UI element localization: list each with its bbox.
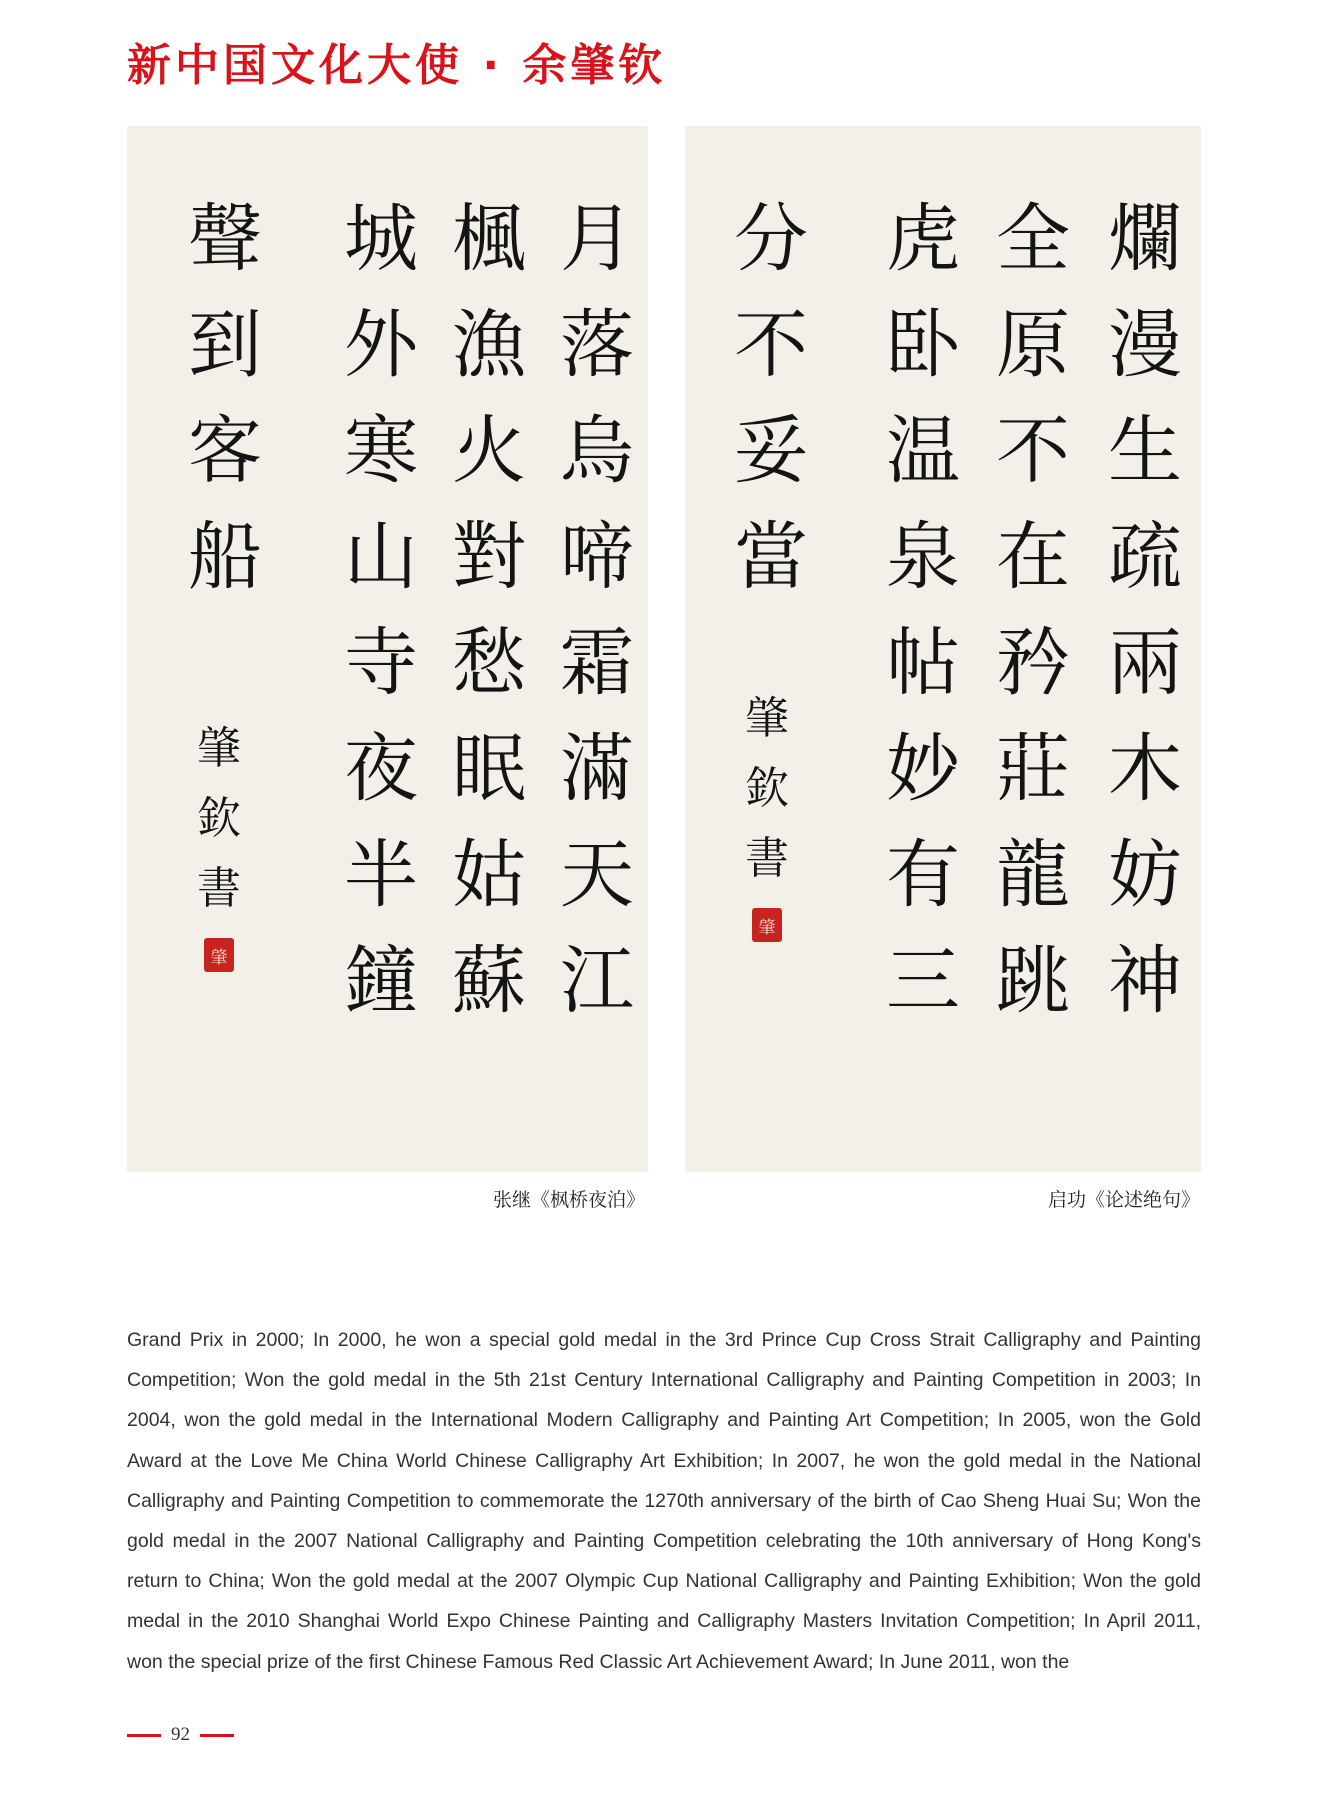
artist-signature xyxy=(745,684,789,942)
calligraphy-char: 寒 xyxy=(344,408,418,494)
calligraphy-column xyxy=(875,186,971,1034)
calligraphy-char: 霜 xyxy=(560,620,634,706)
calligraphy-char: 妨 xyxy=(1108,832,1182,918)
calligraphy-char: 客 xyxy=(188,408,262,494)
signature-char: 肇 xyxy=(745,693,789,744)
calligraphy-char: 鐘 xyxy=(344,938,418,1024)
calligraphy-char: 分 xyxy=(734,196,808,282)
calligraphy-char: 跳 xyxy=(996,938,1070,1024)
calligraphy-char: 蘇 xyxy=(452,938,526,1024)
calligraphy-char: 温 xyxy=(886,408,960,494)
calligraphy-char: 船 xyxy=(188,514,262,600)
calligraphy-char: 爛 xyxy=(1108,196,1182,282)
calligraphy-column xyxy=(177,186,273,610)
calligraphy-char: 生 xyxy=(1108,408,1182,494)
calligraphy-char: 火 xyxy=(452,408,526,494)
calligraphy-char: 天 xyxy=(560,832,634,918)
footer-rule-right xyxy=(200,1734,234,1737)
calligraphy-char: 有 xyxy=(886,832,960,918)
calligraphy-char: 三 xyxy=(886,938,960,1024)
calligraphy-column xyxy=(441,186,537,1034)
calligraphy-char: 妙 xyxy=(886,726,960,812)
page-number: 92 xyxy=(171,1724,190,1745)
calligraphy-artwork-left xyxy=(127,126,648,1172)
calligraphy-char: 姑 xyxy=(452,832,526,918)
calligraphy-column xyxy=(723,186,819,610)
signature-char: 欽 xyxy=(197,793,241,844)
calligraphy-char: 原 xyxy=(996,302,1070,388)
artwork-caption-right: 启功《论述绝句》 xyxy=(1047,1189,1200,1211)
calligraphy-char: 全 xyxy=(996,196,1070,282)
calligraphy-char: 兩 xyxy=(1108,620,1182,706)
calligraphy-char: 眠 xyxy=(452,726,526,812)
seal-char: 肇 xyxy=(210,947,228,968)
calligraphy-char: 愁 xyxy=(452,620,526,706)
calligraphy-char: 啼 xyxy=(560,514,634,600)
calligraphy-char: 虎 xyxy=(886,196,960,282)
calligraphy-char: 莊 xyxy=(996,726,1070,812)
calligraphy-char: 不 xyxy=(996,408,1070,494)
calligraphy-char: 落 xyxy=(560,302,634,388)
footer-rule-left xyxy=(127,1734,161,1737)
seal-stamp xyxy=(752,908,782,942)
calligraphy-char: 城 xyxy=(344,196,418,282)
artwork-caption-left: 张继《枫桥夜泊》 xyxy=(492,1189,645,1211)
signature-char: 肇 xyxy=(197,723,241,774)
calligraphy-char: 到 xyxy=(188,302,262,388)
calligraphy-char: 對 xyxy=(452,514,526,600)
calligraphy-char: 在 xyxy=(996,514,1070,600)
calligraphy-char: 烏 xyxy=(560,408,634,494)
calligraphy-char: 帖 xyxy=(886,620,960,706)
signature-char: 書 xyxy=(745,833,789,884)
calligraphy-char: 江 xyxy=(560,938,634,1024)
calligraphy-char: 神 xyxy=(1108,938,1182,1024)
calligraphy-char: 外 xyxy=(344,302,418,388)
calligraphy-char: 楓 xyxy=(452,196,526,282)
seal-stamp xyxy=(204,938,234,972)
calligraphy-char: 聲 xyxy=(188,196,262,282)
calligraphy-char: 半 xyxy=(344,832,418,918)
calligraphy-char: 泉 xyxy=(886,514,960,600)
calligraphy-char: 妥 xyxy=(734,408,808,494)
calligraphy-char: 漫 xyxy=(1108,302,1182,388)
calligraphy-char: 月 xyxy=(560,196,634,282)
calligraphy-char: 夜 xyxy=(344,726,418,812)
calligraphy-char: 滿 xyxy=(560,726,634,812)
page-footer xyxy=(127,1724,234,1746)
signature-char: 書 xyxy=(197,863,241,914)
calligraphy-column xyxy=(549,186,645,1034)
calligraphy-char: 疏 xyxy=(1108,514,1182,600)
calligraphy-column xyxy=(333,186,429,1034)
calligraphy-char: 卧 xyxy=(886,302,960,388)
artist-signature xyxy=(197,714,241,972)
signature-char: 欽 xyxy=(745,763,789,814)
calligraphy-char: 當 xyxy=(734,514,808,600)
calligraphy-artwork-right xyxy=(685,126,1201,1172)
calligraphy-char: 木 xyxy=(1108,726,1182,812)
calligraphy-char: 矜 xyxy=(996,620,1070,706)
calligraphy-char: 不 xyxy=(734,302,808,388)
calligraphy-char: 山 xyxy=(344,514,418,600)
calligraphy-char: 漁 xyxy=(452,302,526,388)
calligraphy-char: 寺 xyxy=(344,620,418,706)
biography-paragraph: Grand Prix in 2000; In 2000, he won a special gold medal in the 3rd Prince Cup Cross Strait Calligraphy and Painting Competition; Won the gold medal in the 5th 21st Century International Calligraphy and Painting Competition in 2003; In 2004, won the gold medal in the International Modern Calligraphy and Painting Art Competition; In 2005, won the Gold Award at the Love Me China World Chinese Calligraphy Art Exhibition; In 2007, he won the gold medal in the National Calligraphy and Painting Competition to commemorate the 1270th anniversary of the birth of Cao Sheng Huai Su; Won the gold medal in the 2007 National Calligraphy and Painting Competition celebrating the 10th anniversary of Hong Kong's return to China; Won the gold medal at the 2007 Olympic Cup National Calligraphy and Painting Exhibition; Won the gold medal in the 2010 Shanghai World Expo Chinese Painting and Calligraphy Masters Invitation Competition; In April 2011, won the special prize of the first Chinese Famous Red Classic Art Achievement Award; In June 2011, won the xyxy=(127,1329,1201,1673)
calligraphy-column xyxy=(985,186,1081,1034)
page-title: 新中国文化大使 · 余肇钦 xyxy=(127,40,667,91)
seal-char: 肇 xyxy=(758,917,776,938)
calligraphy-column xyxy=(1097,186,1193,1034)
calligraphy-char: 龍 xyxy=(996,832,1070,918)
